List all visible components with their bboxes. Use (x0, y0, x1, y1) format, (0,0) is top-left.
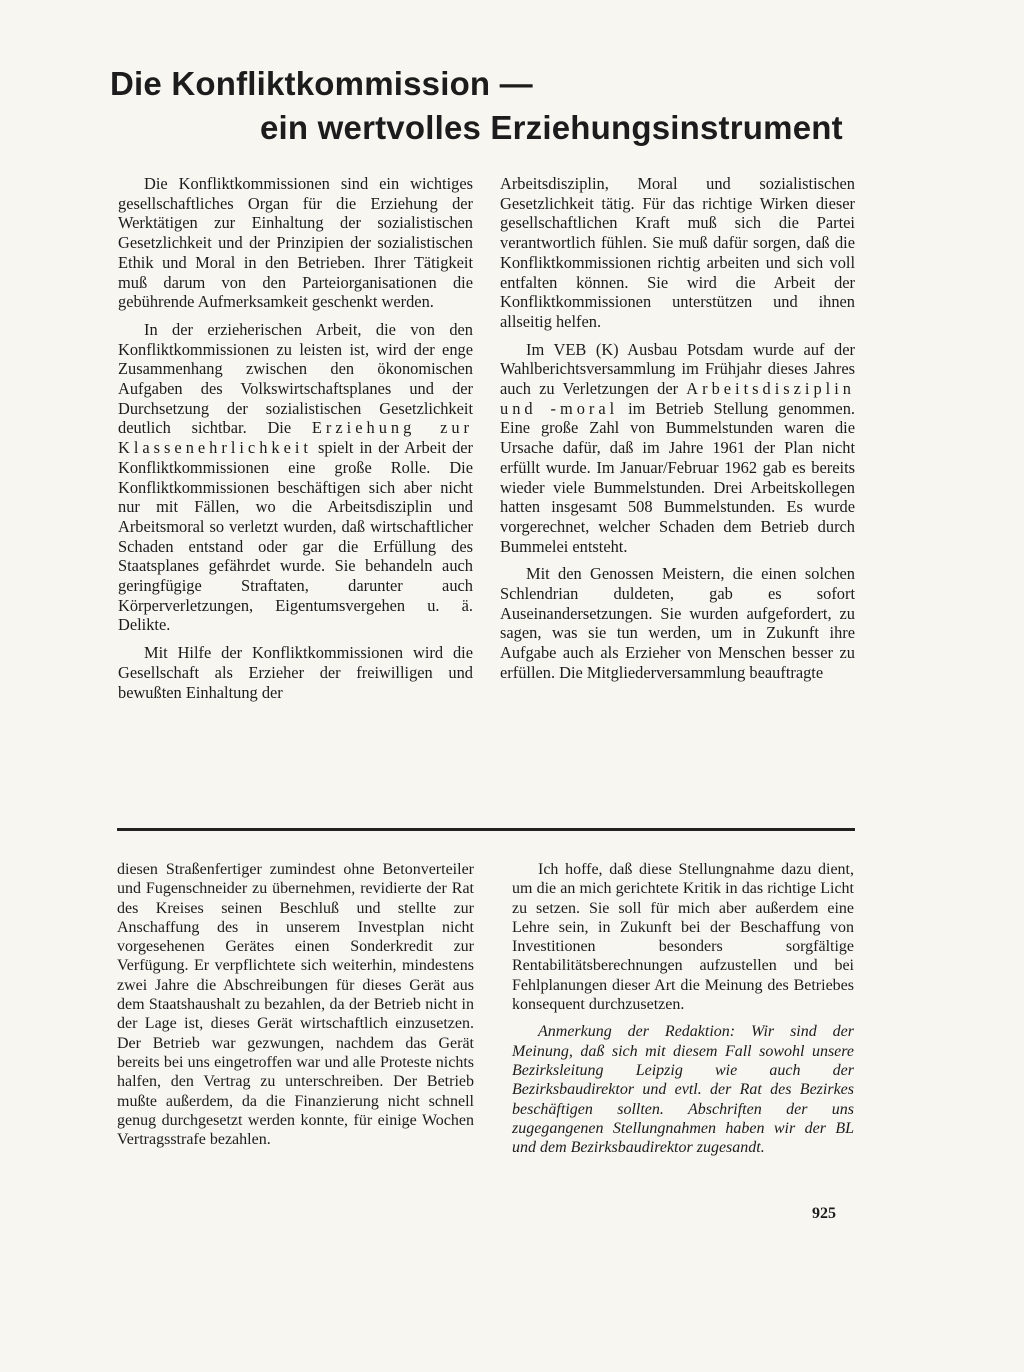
article-title (110, 62, 870, 150)
editorial-note: Anmerkung der Redaktion: Wir sind der Meinung, daß sich mit diesem Fall sowohl unsere Bezirksleitung Leipzig wie auch der Bezirksbaudirektor und evtl. der Rat des Bezirkes beschäftigen sollten. Abschriften der uns zugegangenen Stellungnahmen haben wir der BL und dem Bezirksbaudirektor zugesandt. (512, 1023, 854, 1157)
paragraph-text: Im VEB (K) Ausbau Potsdam wurde auf der Wahlberichtsversammlung im Frühjahr dieses Jahres auch zu Verletzungen der (500, 339, 855, 399)
lower-column-right (512, 860, 854, 1165)
paragraph (118, 320, 473, 635)
article-column-left (118, 174, 473, 710)
lower-column-left (117, 860, 474, 1157)
paragraph-text: im Betrieb Stellung genommen. Eine große Zahl von Bummelstunden waren die Ursache dafür, daß im Jahre 1961 der Plan nicht erfüllt wurde. Im Januar/Februar 1962 gab es bereits wieder viele Bummelstunden. Drei Arbeitskollegen hatten insgesamt 508 Bummelstunden. Es wurde vorgerechnet, welcher Schaden dem Betrieb durch Bummelei entsteht. (500, 398, 855, 556)
paragraph: Die Konfliktkommissionen sind ein wichtiges gesellschaftliches Organ für die Erziehung der Werktätigen zur Einhaltung der sozialistischen Gesetzlichkeit und der Prinzipien der sozialistischen Ethik und Moral in den Betrieben. Ihrer Tätigkeit muß darum von den Parteiorganisationen die gebührende Aufmerksamkeit geschenkt werden. (118, 174, 473, 312)
paragraph: Arbeitsdisziplin, Moral und sozialistischen Gesetzlichkeit tätig. Für das richtige Wirken dieser gesellschaftlichen Kraft muß sich die Partei verantwortlich fühlen. Sie muß dafür sorgen, daß die Konfliktkommissionen richtig arbeiten und sich voll entfalten können. Sie wird die Arbeit der Konfliktkommissionen unterstützen und ihnen allseitig helfen. (500, 174, 855, 331)
paragraph (500, 340, 855, 557)
article-column-right (500, 174, 855, 691)
paragraph: Mit Hilfe der Konfliktkommissionen wird die Gesellschaft als Erzieher der freiwilligen und bewußten Einhaltung der (118, 643, 473, 702)
paragraph: diesen Straßenfertiger zumindest ohne Betonverteiler und Fugenschneider zu übernehmen, revidierte der Rat des Kreises seinen Beschluß und stellte zur Anschaffung des in unserem Investplan nicht vorgesehenen Gerätes einen Sonderkredit zur Verfügung. Er verpflichtete sich weiterhin, mindestens zwei Jahre die Abschreibungen für dieses Gerät aus dem Staatshaushalt zu bezahlen, da der Betrieb nicht in der Lage ist, dieses Gerät wirtschaftlich einzusetzen. Der Betrieb war gezwungen, nachdem das Gerät bereits bei uns eingetroffen war und alle Proteste nichts halfen, den Vertrag zu unterschreiben. Der Betrieb mußte außerdem, da die Finanzierung nicht schnell genug durchgesetzt werden konnte, für einige Wochen Vertragsstrafe bezahlen. (117, 861, 474, 1149)
page-number: 925 (812, 1205, 836, 1222)
paragraph-text: spielt in der Arbeit der Konfliktkommissionen eine große Rolle. Die Konfliktkommissionen beschäftigen sich aber nicht nur mit Fällen, wo die Arbeitsdisziplin und Arbeitsmoral so verletzt wurden, daß wirtschaftlicher Schaden entstand oder gar die Erfüllung des Staatsplanes gefährdet wurde. Sie behandeln auch geringfügige Straftaten, darunter auch Körperverletzungen, Eigentumsvergehen u. ä. Delikte. (118, 438, 473, 635)
emphasized-text: Arbeitsdisziplin und -moral (500, 379, 855, 418)
emphasized-text: Erziehung zur Klassenehrlichkeit (118, 418, 473, 458)
paragraph: Mit den Genossen Meistern, die einen solchen Schlendrian duldeten, gab es sofort Auseinandersetzungen. Sie wurden aufgefordert, zu sagen, was sie tun werden, um in Zukunft ihre Aufgabe auch als Erzieher von Menschen besser zu erfüllen. Die Mitgliederversammlung beauftragte (500, 564, 855, 682)
title-line-2: ein wertvolles Erziehungsinstrument (260, 109, 843, 146)
paragraph-text: In der erzieherischen Arbeit, die von den Konfliktkommissionen zu leisten ist, wird der enge Zusammenhang zwischen den ökonomischen Aufgaben des Volkswirtschaftsplanes und der Durchsetzung der sozialistischen Gesetzlichkeit deutlich sichtbar. Die (118, 319, 473, 438)
paragraph: Ich hoffe, daß diese Stellungnahme dazu dient, um die an mich gerichtete Kritik in das richtige Licht zu setzen. Sie soll für mich aber außerdem eine Lehre sein, in Zukunft bei der Beschaffung von Investitionen besonders sorgfältige Rentabilitätsberechnungen aufzustellen und bei Fehlplanungen dieser Art die Meinung des Betriebes konsequent durchzusetzen. (512, 861, 854, 1014)
title-line-1: Die Konfliktkommission — (110, 65, 533, 102)
section-divider (117, 828, 855, 831)
